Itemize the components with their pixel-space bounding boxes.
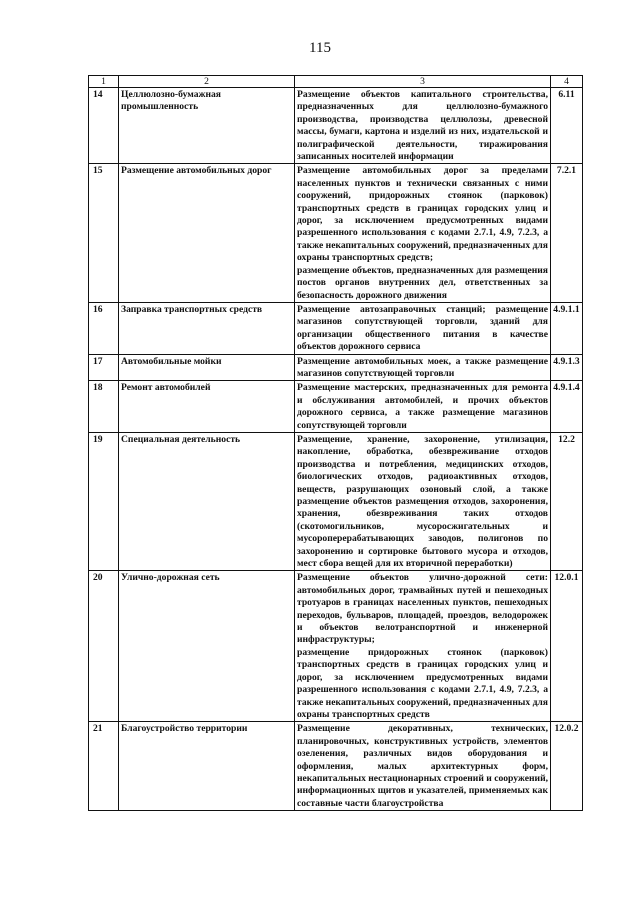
row-number: 21 — [89, 722, 119, 811]
use-name: Специальная деятельность — [119, 432, 295, 570]
column-header: 3 — [295, 76, 551, 88]
use-code: 4.9.1.3 — [551, 354, 583, 381]
column-header: 4 — [551, 76, 583, 88]
table-row — [89, 722, 583, 811]
description-paragraph: Размещение объектов капитального строительства, предназначенных для целлюлозно-бумажного производства, производства целлюлозы, древесной массы, бумаги, картона и изделий из них, издательской и полиграфической деятельности, тиражирования записанных носителей информации — [297, 89, 548, 163]
description-paragraph: Размещение декоративных, технических, планировочных, конструктивных устройств, элементов озеленения, различных видов оборудования и оформления, малых архитектурных форм, некапитальных нестационарных строений и сооружений, информационных щитов и указателей, применяемых как составные части благоустройства — [297, 723, 548, 809]
table-header-row — [89, 76, 583, 88]
use-name: Ремонт автомобилей — [119, 381, 295, 433]
use-name: Благоустройство территории — [119, 722, 295, 811]
use-code: 6.11 — [551, 88, 583, 164]
table-row — [89, 164, 583, 302]
row-number: 17 — [89, 354, 119, 381]
use-name: Размещение автомобильных дорог — [119, 164, 295, 302]
land-use-table — [88, 75, 583, 811]
row-number: 19 — [89, 432, 119, 570]
use-name: Автомобильные мойки — [119, 354, 295, 381]
use-description — [295, 571, 551, 722]
description-paragraph: Размещение объектов улично-дорожной сети: автомобильных дорог, трамвайных путей и пешеходных тротуаров в границах населенных пунктов, пешеходных переходов, бульваров, площадей, проездов, велодорожек и объектов велотранспортной и инженерной инфраструктуры; — [297, 572, 548, 646]
table-row — [89, 354, 583, 381]
table-row — [89, 381, 583, 433]
column-header: 2 — [119, 76, 295, 88]
row-number: 14 — [89, 88, 119, 164]
description-paragraph: размещение придорожных стоянок (парковок) транспортных средств в границах городских улиц и дорог, за исключением предусмотренных видами разрешенного использования с кодами 2.7.1, 4.9, 7.2.3, а также некапитальных сооружений, предназначенных для охраны транспортных средств — [297, 646, 548, 720]
description-paragraph: Размещение мастерских, предназначенных для ремонта и обслуживания автомобилей, и прочих объектов дорожного сервиса, а также размещение магазинов сопутствующей торговли — [297, 382, 548, 431]
row-number: 18 — [89, 381, 119, 433]
use-code: 12.0.1 — [551, 571, 583, 722]
use-name: Улично-дорожная сеть — [119, 571, 295, 722]
description-paragraph: размещение объектов, предназначенных для размещения постов органов внутренних дел, ответственных за безопасность дорожного движения — [297, 264, 548, 301]
description-paragraph: Размещение автомобильных дорог за пределами населенных пунктов и технически связанных с ними сооружений, придорожных стоянок (парковок) транспортных средств в границах городских улиц и дорог, за исключением предусмотренных видами разрешенного использования с кодами 2.7.1, 4.9, 7.2.3, а также некапитальных сооружений, предназначенных для охраны транспортных средств; — [297, 165, 548, 264]
row-number: 16 — [89, 302, 119, 354]
use-code: 12.0.2 — [551, 722, 583, 811]
table-row — [89, 302, 583, 354]
table-row — [89, 88, 583, 164]
row-number: 15 — [89, 164, 119, 302]
description-paragraph: Размещение автозаправочных станций; размещение магазинов сопутствующей торговли, зданий для организации общественного питания в качестве объектов дорожного сервиса — [297, 303, 548, 353]
description-paragraph: Размещение автомобильных моек, а также размещение магазинов сопутствующей торговли — [297, 355, 548, 379]
table-row — [89, 432, 583, 570]
use-code: 12.2 — [551, 432, 583, 570]
table-row — [89, 571, 583, 722]
page-number: 115 — [309, 40, 331, 56]
use-code: 7.2.1 — [551, 164, 583, 302]
row-number: 20 — [89, 571, 119, 722]
use-description — [295, 302, 551, 354]
use-description — [295, 88, 551, 164]
description-paragraph: Размещение, хранение, захоронение, утилизация, накопление, обработка, обезвреживание отходов производства и потребления, медицинских отходов, биологических отходов, радиоактивных отходов, веществ, разрушающих озоновый слой, а также размещение объектов размещения отходов, захоронения, хранения, обезвреживания таких отходов (скотомогильников, мусоросжигательных и мусороперерабатывающих заводов, полигонов по захоронению и сортировке бытового мусора и отходов, мест сбора вещей для их вторичной переработки) — [297, 433, 548, 570]
use-description — [295, 381, 551, 433]
use-description — [295, 722, 551, 811]
use-description — [295, 432, 551, 570]
use-description — [295, 164, 551, 302]
use-name: Заправка транспортных средств — [119, 302, 295, 354]
use-name: Целлюлозно-бумажная промышленность — [119, 88, 295, 164]
use-description — [295, 354, 551, 381]
column-header: 1 — [89, 76, 119, 88]
use-code: 4.9.1.1 — [551, 302, 583, 354]
use-code: 4.9.1.4 — [551, 381, 583, 433]
